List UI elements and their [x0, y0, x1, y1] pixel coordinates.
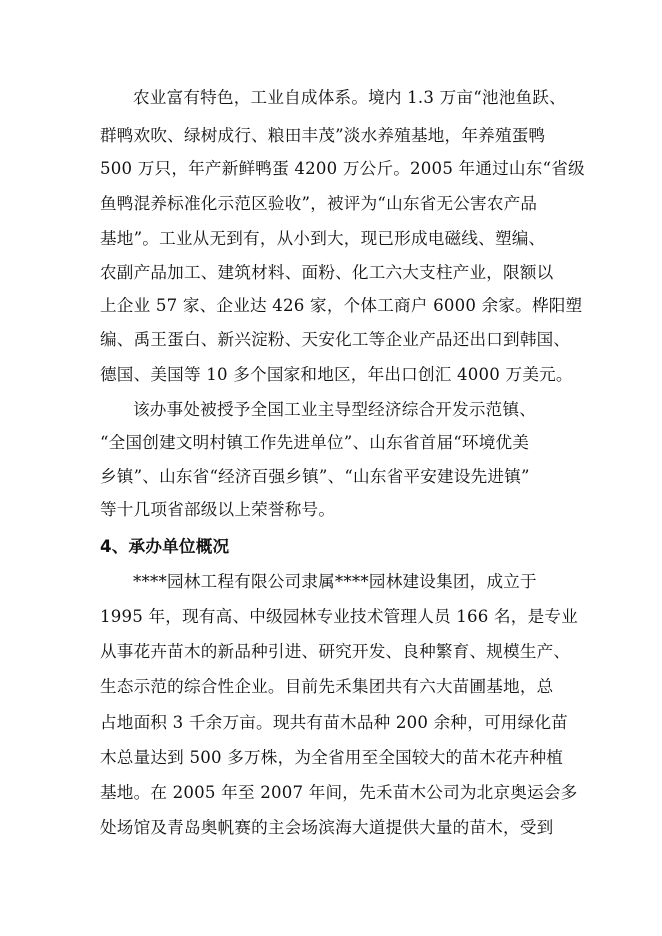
paragraph-line: 农副产品加工、建筑材料、面粉、化工六大支柱产业，限额以 — [100, 263, 554, 282]
paragraph-line: 基地”。工业从无到有，从小到大，现已形成电磁线、塑编、 — [100, 229, 546, 248]
paragraph-line: 该办事处被授予全国工业主导型经济综合开发示范镇、 — [133, 400, 537, 419]
paragraph-line: ****园林工程有限公司隶属****园林建设集团，成立于 — [133, 572, 537, 591]
paragraph-line: 生态示范的综合性企业。目前先禾集团共有六大苗圃基地，总 — [100, 677, 554, 696]
paragraph-line: 基地。在 2005 年至 2007 年间，先禾苗木公司为北京奥运会多 — [100, 783, 578, 802]
paragraph-line: 从事花卉苗木的新品种引进、研究开发、良种繁育、规模生产、 — [100, 642, 571, 661]
paragraph-line: “全国创建文明村镇工作先进单位”、山东省首届“环境优美 — [100, 433, 530, 452]
paragraph-line: 鱼鸭混养标准化示范区验收”，被评为“山东省无公害农产品 — [100, 194, 538, 213]
paragraph-line: 编、禹王蛋白、新兴淀粉、天安化工等企业产品还出口到韩国、 — [100, 330, 571, 349]
paragraph-line: 500 万只，年产新鲜鸭蛋 4200 万公斤。2005 年通过山东“省级 — [100, 159, 585, 178]
paragraph-line: 上企业 57 家、企业达 426 家，个体工商户 6000 余家。桦阳塑 — [100, 296, 583, 315]
paragraph-line: 乡镇”、山东省“经济百强乡镇”、“山东省平安建设先进镇” — [100, 467, 530, 486]
paragraph-line: 德国、美国等 10 多个国家和地区，年出口创汇 4000 万美元。 — [100, 365, 573, 384]
paragraph-line: 群鸭欢吹、绿树成行、粮田丰茂”淡水养殖基地，年养殖蛋鸭 — [100, 126, 546, 145]
paragraph-line: 1995 年，现有高、中级园林专业技术管理人员 166 名，是专业 — [100, 607, 578, 626]
paragraph-line: 木总量达到 500 多万株，为全省用至全国较大的苗木花卉种植 — [100, 748, 564, 767]
section-heading: 4、承办单位概况 — [100, 537, 230, 556]
paragraph-line: 处场馆及青岛奥帆赛的主会场滨海大道提供大量的苗木，受到 — [100, 818, 554, 837]
paragraph-line: 农业富有特色，工业自成体系。境内 1.3 万亩“池池鱼跃、 — [133, 88, 566, 107]
paragraph-line: 等十几项省部级以上荣誉称号。 — [100, 500, 336, 519]
paragraph-line: 占地面积 3 千余万亩。现共有苗木品种 200 余种，可用绿化苗 — [100, 713, 568, 732]
